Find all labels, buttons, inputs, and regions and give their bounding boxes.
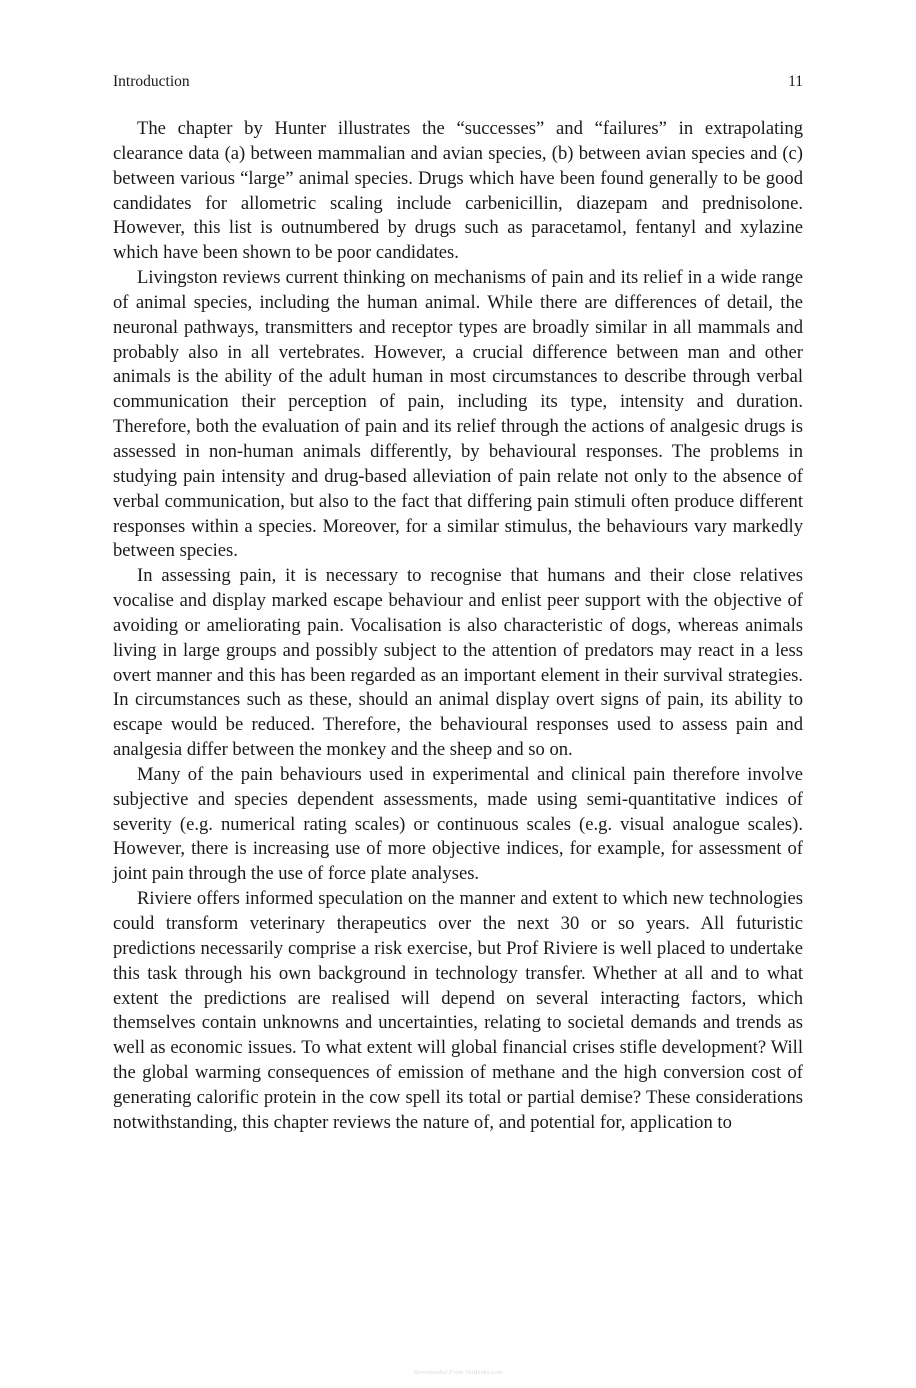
paragraph-hunter-allometric-scaling: The chapter by Hunter illustrates the “successes” and “failures” in extrapolating clearance data (a) between mammalian and avian species, (b) between avian species and (c) between various “large” animal species. Drugs which have been found generally to be good candidates for allometric scaling include carbenicillin, diazepam and prednisolone. However, this list is outnumbered by drugs such as paracetamol, fentanyl and xylazine which have been shown to be poor candidates. [113, 118, 803, 264]
page-number: 11 [788, 73, 803, 90]
paragraph-assessing-pain-behaviour: In assessing pain, it is necessary to recognise that humans and their close relatives vocalise and display marked escape behaviour and enlist peer support with the objective of avoiding or ameliorating pain. Vocalisation is also characteristic of dogs, whereas animals living in large groups and possibly subject to the attention of predators may react in a less overt manner and this has been regarded as an important element in their survival strategies. In circumstances such as these, should an animal display overt signs of pain, its ability to escape would be reduced. Therefore, the behavioural responses used to assess pain and analgesia differ between the monkey and the sheep and so on. [113, 565, 803, 761]
body-text [113, 117, 803, 1136]
paragraph-riviere-new-technologies: Riviere offers informed speculation on the manner and extent to which new technologies could transform veterinary therapeutics over the next 30 or so years. All futuristic predictions necessarily comprise a risk exercise, but Prof Riviere is well placed to undertake this task through his own background in technology transfer. Whether at all and to what extent the predictions are realised will depend on several interacting factors, which themselves contain unknowns and uncertainties, relating to societal demands and trends as well as economic issues. To what extent will global financial crises stifle development? Will the global warming consequences of emission of methane and the high conversion cost of generating calorific protein in the cow spell its total or partial demise? These considerations notwithstanding, this chapter reviews the nature of, and potential for, application to [113, 888, 803, 1133]
running-head-section-title: Introduction [113, 73, 190, 90]
paragraph-pain-assessment-indices: Many of the pain behaviours used in experimental and clinical pain therefore involve subjective and species dependent assessments, made using semi-quantitative indices of severity (e.g. numerical rating scales) or continuous scales (e.g. visual analogue scales). However, there is increasing use of more objective indices, for example, for assessment of joint pain through the use of force plate analyses. [113, 763, 803, 885]
paragraph-livingston-pain-mechanisms: Livingston reviews current thinking on mechanisms of pain and its relief in a wide range of animal species, including the human animal. While there are differences of detail, the neuronal pathways, transmitters and receptor types are broadly similar in all mammals and probably also in all vertebrates. However, a crucial difference between man and other animals is the ability of the adult human in most circumstances to describe through verbal communication their perception of pain, including its type, intensity and duration. Therefore, both the evaluation of pain and its relief through the actions of analgesic drugs is assessed in non-human animals differently, by behavioural responses. The problems in studying pain intensity and drug-based alleviation of pain relate not only to the absence of verbal communication, but also to the fact that differing pain stimuli often produce different responses within a species. Moreover, for a similar stimulus, the behaviours vary markedly between species. [113, 267, 803, 562]
download-watermark: Downloaded From VetBooks.com [413, 1370, 503, 1376]
running-head [113, 72, 803, 92]
